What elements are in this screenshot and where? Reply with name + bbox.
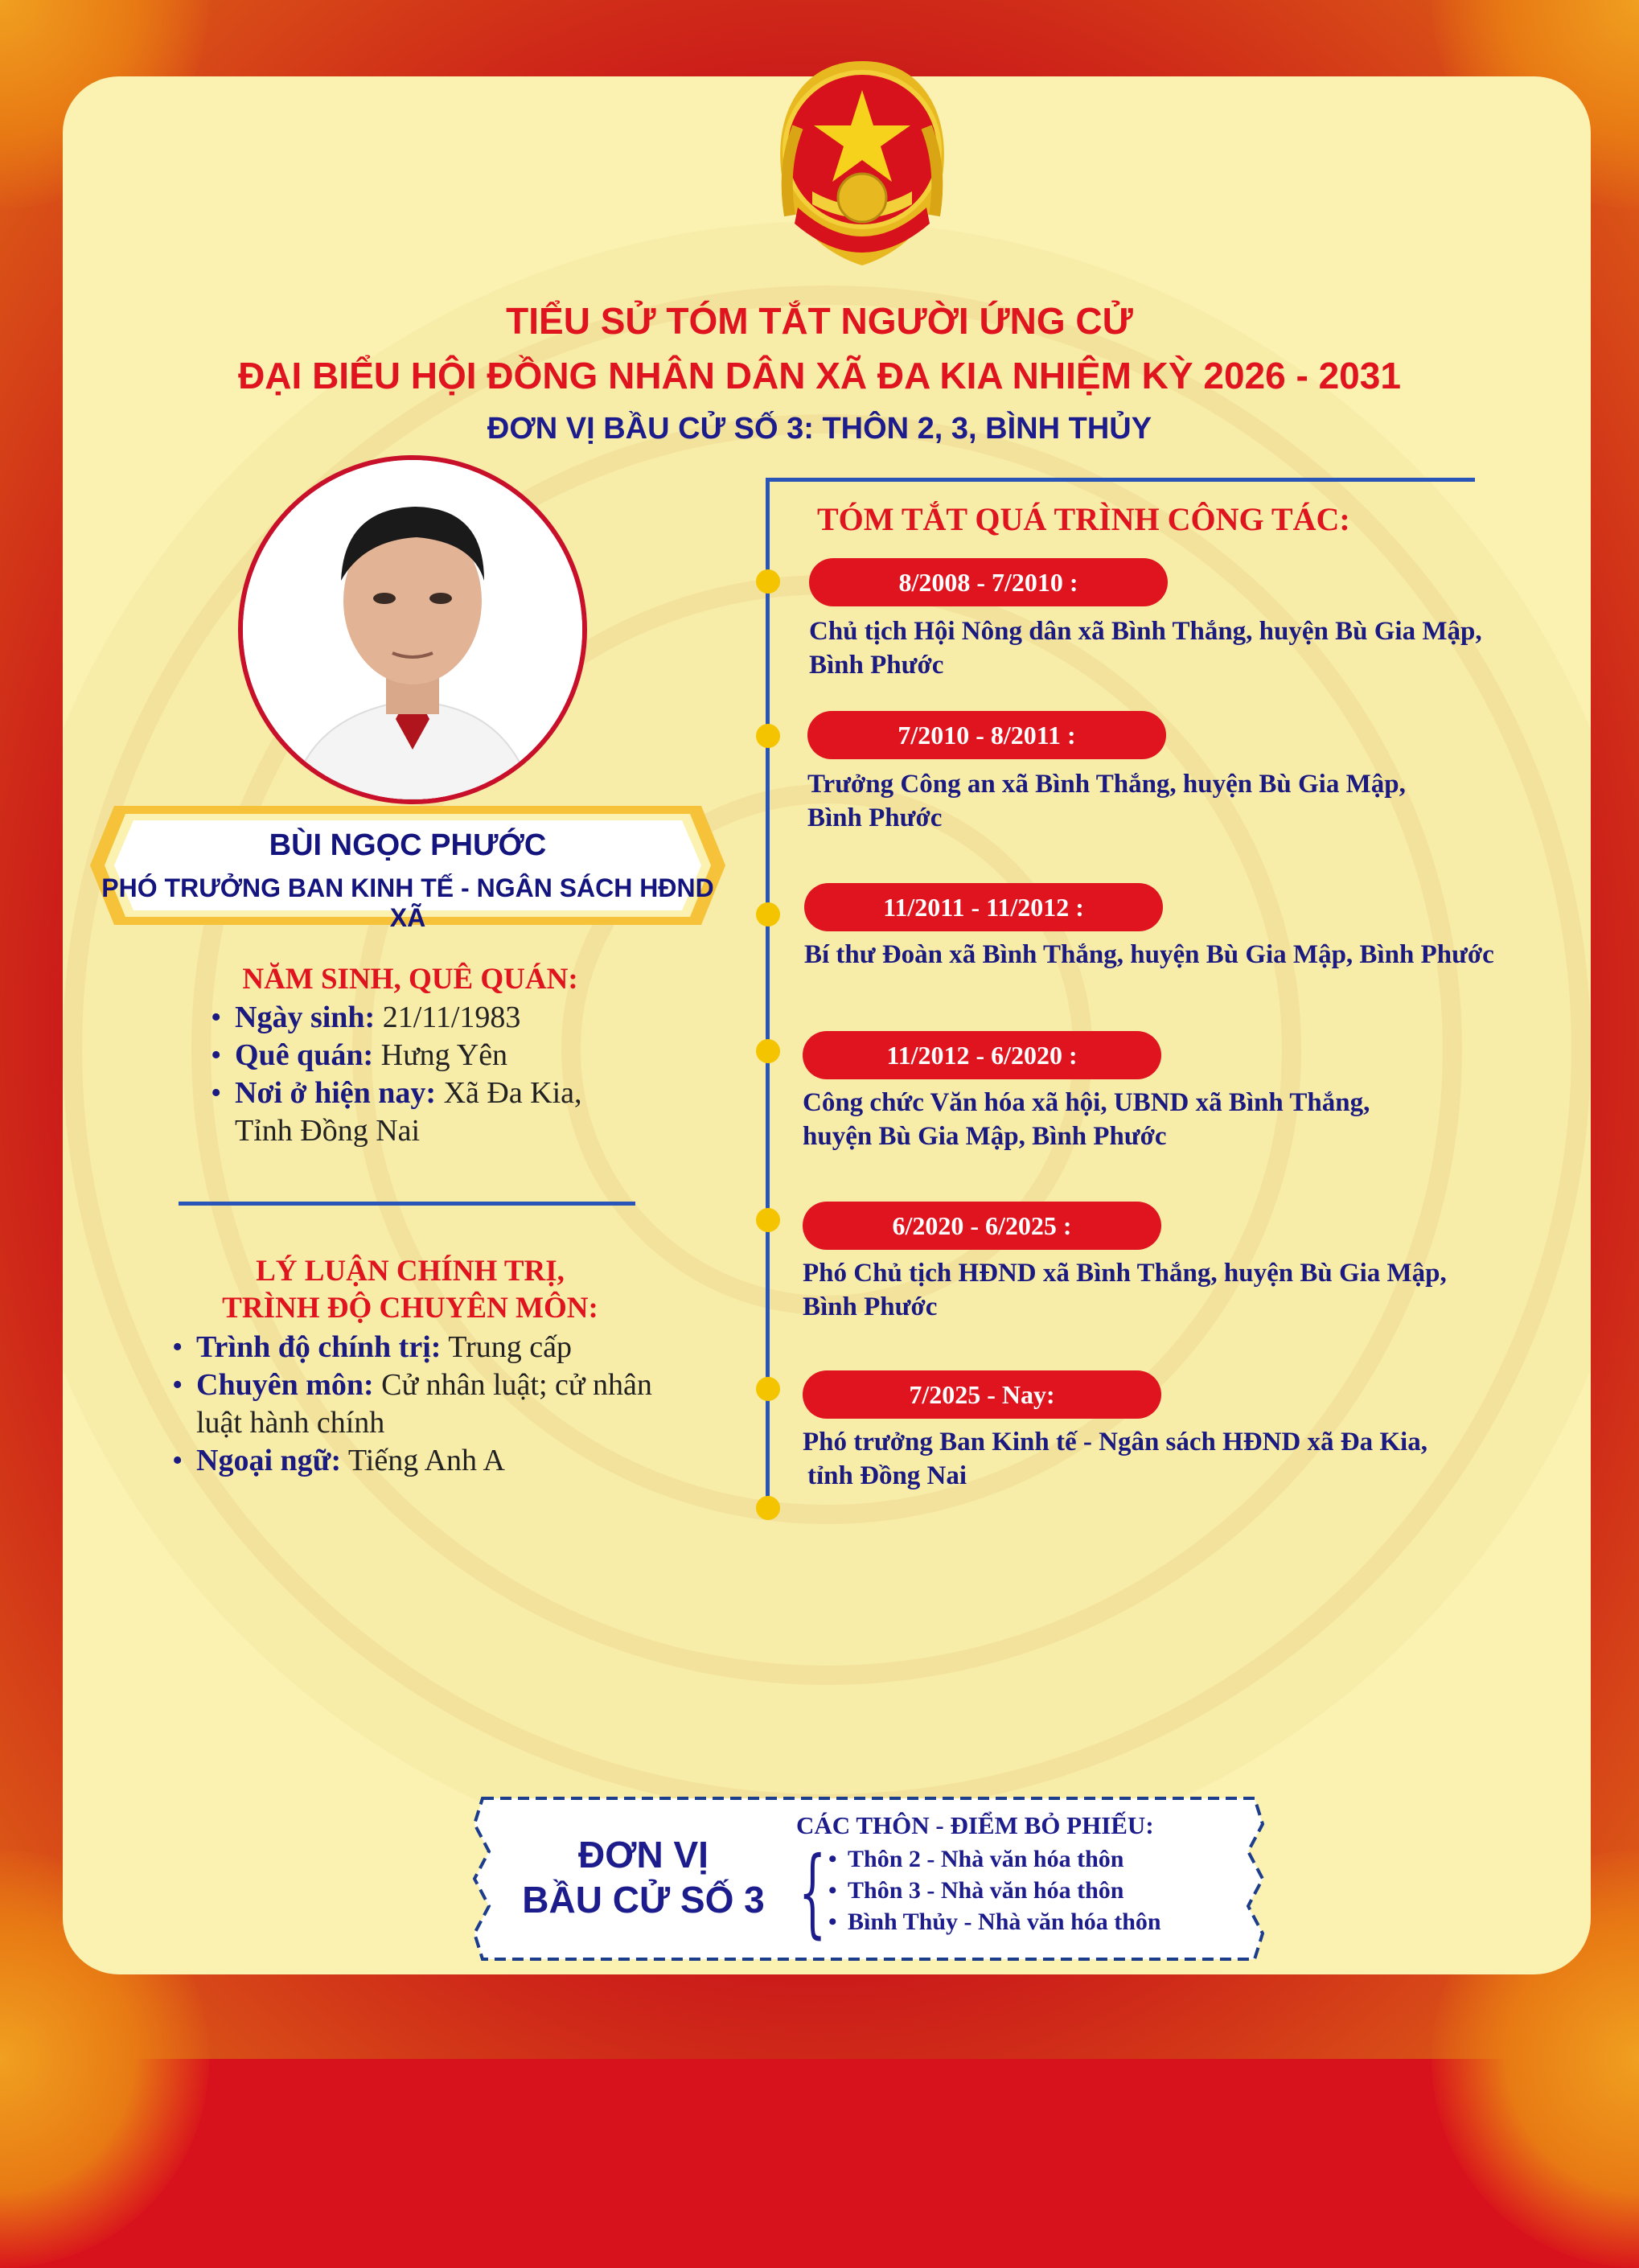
job-description: Chủ tịch Hội Nông dân xã Bình Thắng, huyện Bù Gia Mập, Bình Phước [809, 617, 1482, 680]
candidate-name: BÙI NGỌC PHƯỚC [269, 828, 547, 862]
birth-list [211, 999, 661, 1150]
list-item: • Thôn 3 - Nhà văn hóa thôn [828, 1875, 1161, 1906]
job-description: Công chức Văn hóa xã hội, UBND xã Bình Thắng, huyện Bù Gia Mập, Bình Phước [803, 1088, 1370, 1151]
job-description: Bí thư Đoàn xã Bình Thắng, huyện Bù Gia Mập, Bình Phước [804, 940, 1494, 969]
education-list [172, 1329, 703, 1480]
period-pill: 11/2012 - 6/2020 : [803, 1031, 1161, 1079]
list-item: • Trình độ chính trị: Trung cấp [172, 1329, 703, 1366]
timeline-dot [756, 1208, 780, 1232]
voting-unit-title: ĐƠN VỊ BẦU CỬ SỐ 3 [522, 1834, 765, 1921]
work-history-heading: TÓM TẮT QUÁ TRÌNH CÔNG TÁC: [817, 501, 1350, 537]
timeline-dot [756, 569, 780, 594]
period-pill: 8/2008 - 7/2010 : [809, 558, 1168, 606]
list-item: • Chuyên môn: Cử nhân luật; cử nhân luật hành chính [172, 1366, 703, 1442]
timeline-dot [756, 1377, 780, 1401]
list-item: • Ngoại ngữ: Tiếng Anh A [172, 1442, 703, 1480]
locations-list [828, 1843, 1161, 1937]
job-description: Trưởng Công an xã Bình Thắng, huyện Bù Gia Mập, Bình Phước [807, 770, 1406, 832]
list-item: • Thôn 2 - Nhà văn hóa thôn [828, 1843, 1161, 1875]
period-pill: 6/2020 - 6/2025 : [803, 1202, 1161, 1250]
list-item: • Quê quán: Hưng Yên [211, 1037, 661, 1074]
job-description: Phó Chủ tịch HĐND xã Bình Thắng, huyện Bù Gia Mập, Bình Phước [803, 1259, 1447, 1321]
candidate-photo [238, 455, 587, 804]
timeline-dot [756, 1039, 780, 1063]
list-item: • Nơi ở hiện nay: Xã Đa Kia, Tỉnh Đồng Nai [211, 1074, 661, 1150]
period-pill: 11/2011 - 11/2012 : [804, 883, 1163, 931]
header-unit: ĐƠN VỊ BẦU CỬ SỐ 3: THÔN 2, 3, BÌNH THỦY [487, 412, 1152, 446]
job-description: Phó trưởng Ban Kinh tế - Ngân sách HĐND xã Đa Kia, tỉnh Đồng Nai [803, 1428, 1427, 1490]
education-section-heading: LÝ LUẬN CHÍNH TRỊ, TRÌNH ĐỘ CHUYÊN MÔN: [222, 1255, 598, 1325]
header-title: TIỂU SỬ TÓM TẮT NGƯỜI ỨNG CỬ [506, 300, 1133, 342]
timeline-dot [756, 1496, 780, 1520]
vietnam-national-emblem-icon [766, 55, 959, 280]
period-pill: 7/2025 - Nay: [803, 1370, 1161, 1419]
timeline-dot [756, 724, 780, 748]
birth-section-heading: NĂM SINH, QUÊ QUÁN: [242, 963, 578, 996]
candidate-position: PHÓ TRƯỞNG BAN KINH TẾ - NGÂN SÁCH HĐND XÃ [101, 873, 714, 932]
list-item: • Bình Thủy - Nhà văn hóa thôn [828, 1906, 1161, 1937]
timeline-line [766, 478, 770, 1507]
locations-heading: CÁC THÔN - ĐIỂM BỎ PHIẾU: [796, 1811, 1154, 1839]
header-subtitle: ĐẠI BIỂU HỘI ĐỒNG NHÂN DÂN XÃ ĐA KIA NHIỆM KỲ 2026 - 2031 [238, 355, 1401, 396]
period-pill: 7/2010 - 8/2011 : [807, 711, 1166, 759]
timeline-dot [756, 902, 780, 927]
brace-icon: { [798, 1837, 827, 1949]
list-item: • Ngày sinh: 21/11/1983 [211, 999, 661, 1037]
timeline-top-line [766, 478, 1475, 482]
section-divider [179, 1202, 635, 1206]
